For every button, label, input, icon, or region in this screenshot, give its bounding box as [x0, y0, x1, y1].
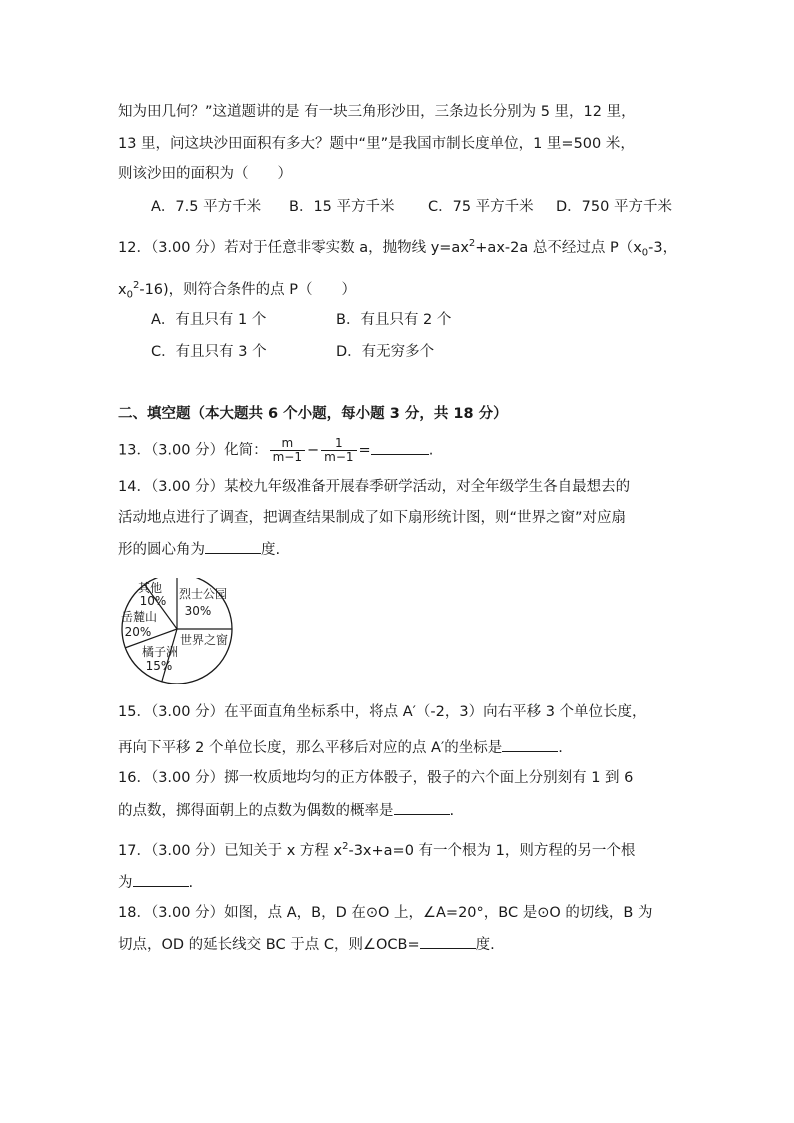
q12-sup-b: 2: [132, 280, 140, 291]
q14-line-2: 活动地点进行了调查，把调查结果制成了如下扇形统计图，则“世界之窗”对应扇: [118, 510, 627, 526]
q13-frac1-den: m−1: [272, 450, 302, 464]
q17-text-d: .: [188, 875, 194, 891]
q15-text-b: .: [558, 740, 563, 756]
q17-line-1: [118, 837, 635, 861]
q15-line-2: [118, 737, 563, 758]
q18-answer-blank[interactable]: [420, 934, 476, 949]
pie-value-other: 10%: [139, 594, 167, 608]
q11-option-b: B．15 平方千米: [289, 199, 395, 215]
pie-label-orange-isle: 橘子洲: [141, 645, 179, 659]
q15-answer-blank[interactable]: [502, 737, 558, 752]
q14-text-a: 形的圆心角为: [118, 542, 205, 558]
q12-line-2: [118, 276, 356, 306]
q16-line-1: 16．（3.00 分）掷一枚质地均匀的正方体骰子，骰子的六个面上分别刻有 1 到 6: [118, 770, 634, 786]
q17-answer-blank[interactable]: [133, 872, 189, 887]
q12-x: x: [118, 281, 127, 298]
q17-sup: 2: [342, 841, 349, 852]
q16-text-a: 的点数，掷得面朝上的点数为偶数的概率是: [118, 803, 394, 819]
q13-line: [118, 437, 433, 464]
q17-text-b: -3x+a=0 有一个根为 1，则方程的另一个根: [348, 842, 636, 859]
q13-frac2-den: m−1: [324, 450, 354, 464]
q12-text-b: +ax-2a 总不经过点 P（x: [475, 239, 642, 256]
q11-option-d: D．750 平方千米: [556, 199, 672, 215]
pie-value-martyrs-park: 30%: [184, 604, 212, 618]
q13-frac2-num: 1: [321, 437, 356, 451]
q16-answer-blank[interactable]: [394, 800, 450, 815]
q13-minus: −: [307, 442, 320, 459]
q13-answer-blank[interactable]: [371, 440, 429, 455]
q13-prefix: 13．（3.00 分）化简：: [118, 442, 268, 459]
q12-text-c: -3，: [648, 239, 678, 256]
pie-label-martyrs-park: 烈士公园: [178, 587, 228, 601]
q12-option-d: D．有无穷多个: [336, 344, 435, 360]
q15-text-a: 再向下平移 2 个单位长度，那么平移后对应的点 A′的坐标是: [118, 740, 503, 756]
q14-text-b: 度.: [261, 542, 281, 558]
q16-line-2: [118, 800, 454, 821]
q17-text-c: 为: [118, 875, 133, 891]
q12-text-d: -16)，则符合条件的点 P（ ）: [139, 281, 357, 298]
pie-label-window-of-world: 世界之窗: [179, 633, 229, 647]
q11-line-2: 13 里，问这块沙田面积有多大？题中“里”是我国市制长度单位，1 里=500 米，: [118, 136, 635, 152]
pie-value-yuelu-mountain: 20%: [124, 625, 152, 639]
q14-line-1: 14．（3.00 分）某校九年级准备开展春季研学活动，对全年级学生各自最想去的: [118, 479, 631, 495]
q12-option-c: C．有且只有 3 个: [151, 344, 267, 360]
q12-sub-a: 0: [641, 247, 649, 259]
q16-text-b: .: [449, 803, 455, 819]
q12-sup-a: 2: [468, 238, 476, 249]
q12-sub-b: 0: [126, 289, 133, 301]
section-title: 二、填空题（本大题共 6 个小题，每小题 3 分，共 18 分）: [118, 406, 508, 422]
q18-text-a: 切点，OD 的延长线交 BC 于点 C，则∠OCB=: [118, 937, 420, 953]
q12-option-a: A．有且只有 1 个: [151, 312, 267, 328]
q11-line-3: 则该沙田的面积为（ ）: [118, 166, 292, 182]
q12-option-b: B．有且只有 2 个: [336, 312, 452, 328]
q13-fraction-1: [270, 437, 305, 464]
q13-end: .: [428, 442, 434, 459]
q12-text-a: 12．（3.00 分）若对于任意非零实数 a，抛物线 y=ax: [118, 239, 469, 256]
q13-fraction-2: [321, 437, 356, 464]
q13-frac1-num: m: [270, 437, 305, 451]
q18-line-2: [118, 934, 495, 955]
q18-line-1: 18．（3.00 分）如图，点 A，B，D 在⊙O 上，∠A=20°，BC 是⊙O 的切线，B 为: [118, 905, 653, 921]
pie-label-yuelu-mountain: 岳麓山: [120, 610, 158, 624]
q11-option-c: C．75 平方千米: [428, 199, 534, 215]
q11-line-1: 知为田几何？”这道题讲的是 有一块三角形沙田，三条边长分别为 5 里，12 里，: [118, 104, 636, 120]
q12-line-1: [118, 234, 677, 264]
q15-line-1: 15．（3.00 分）在平面直角坐标系中，将点 A′（-2，3）向右平移 3 个单位长度，: [118, 704, 647, 720]
q11-option-a: A．7.5 平方千米: [151, 199, 262, 215]
pie-chart: [118, 578, 242, 684]
q17-text-a: 17．（3.00 分）已知关于 x 方程 x: [118, 842, 343, 859]
pie-value-orange-isle: 15%: [145, 659, 173, 673]
q17-line-2: [118, 872, 193, 893]
q13-equals: =: [358, 442, 371, 459]
pie-label-other: 其他: [137, 581, 163, 595]
q18-text-b: 度.: [475, 937, 495, 953]
q14-answer-blank[interactable]: [205, 539, 261, 554]
q14-line-3: [118, 539, 280, 560]
